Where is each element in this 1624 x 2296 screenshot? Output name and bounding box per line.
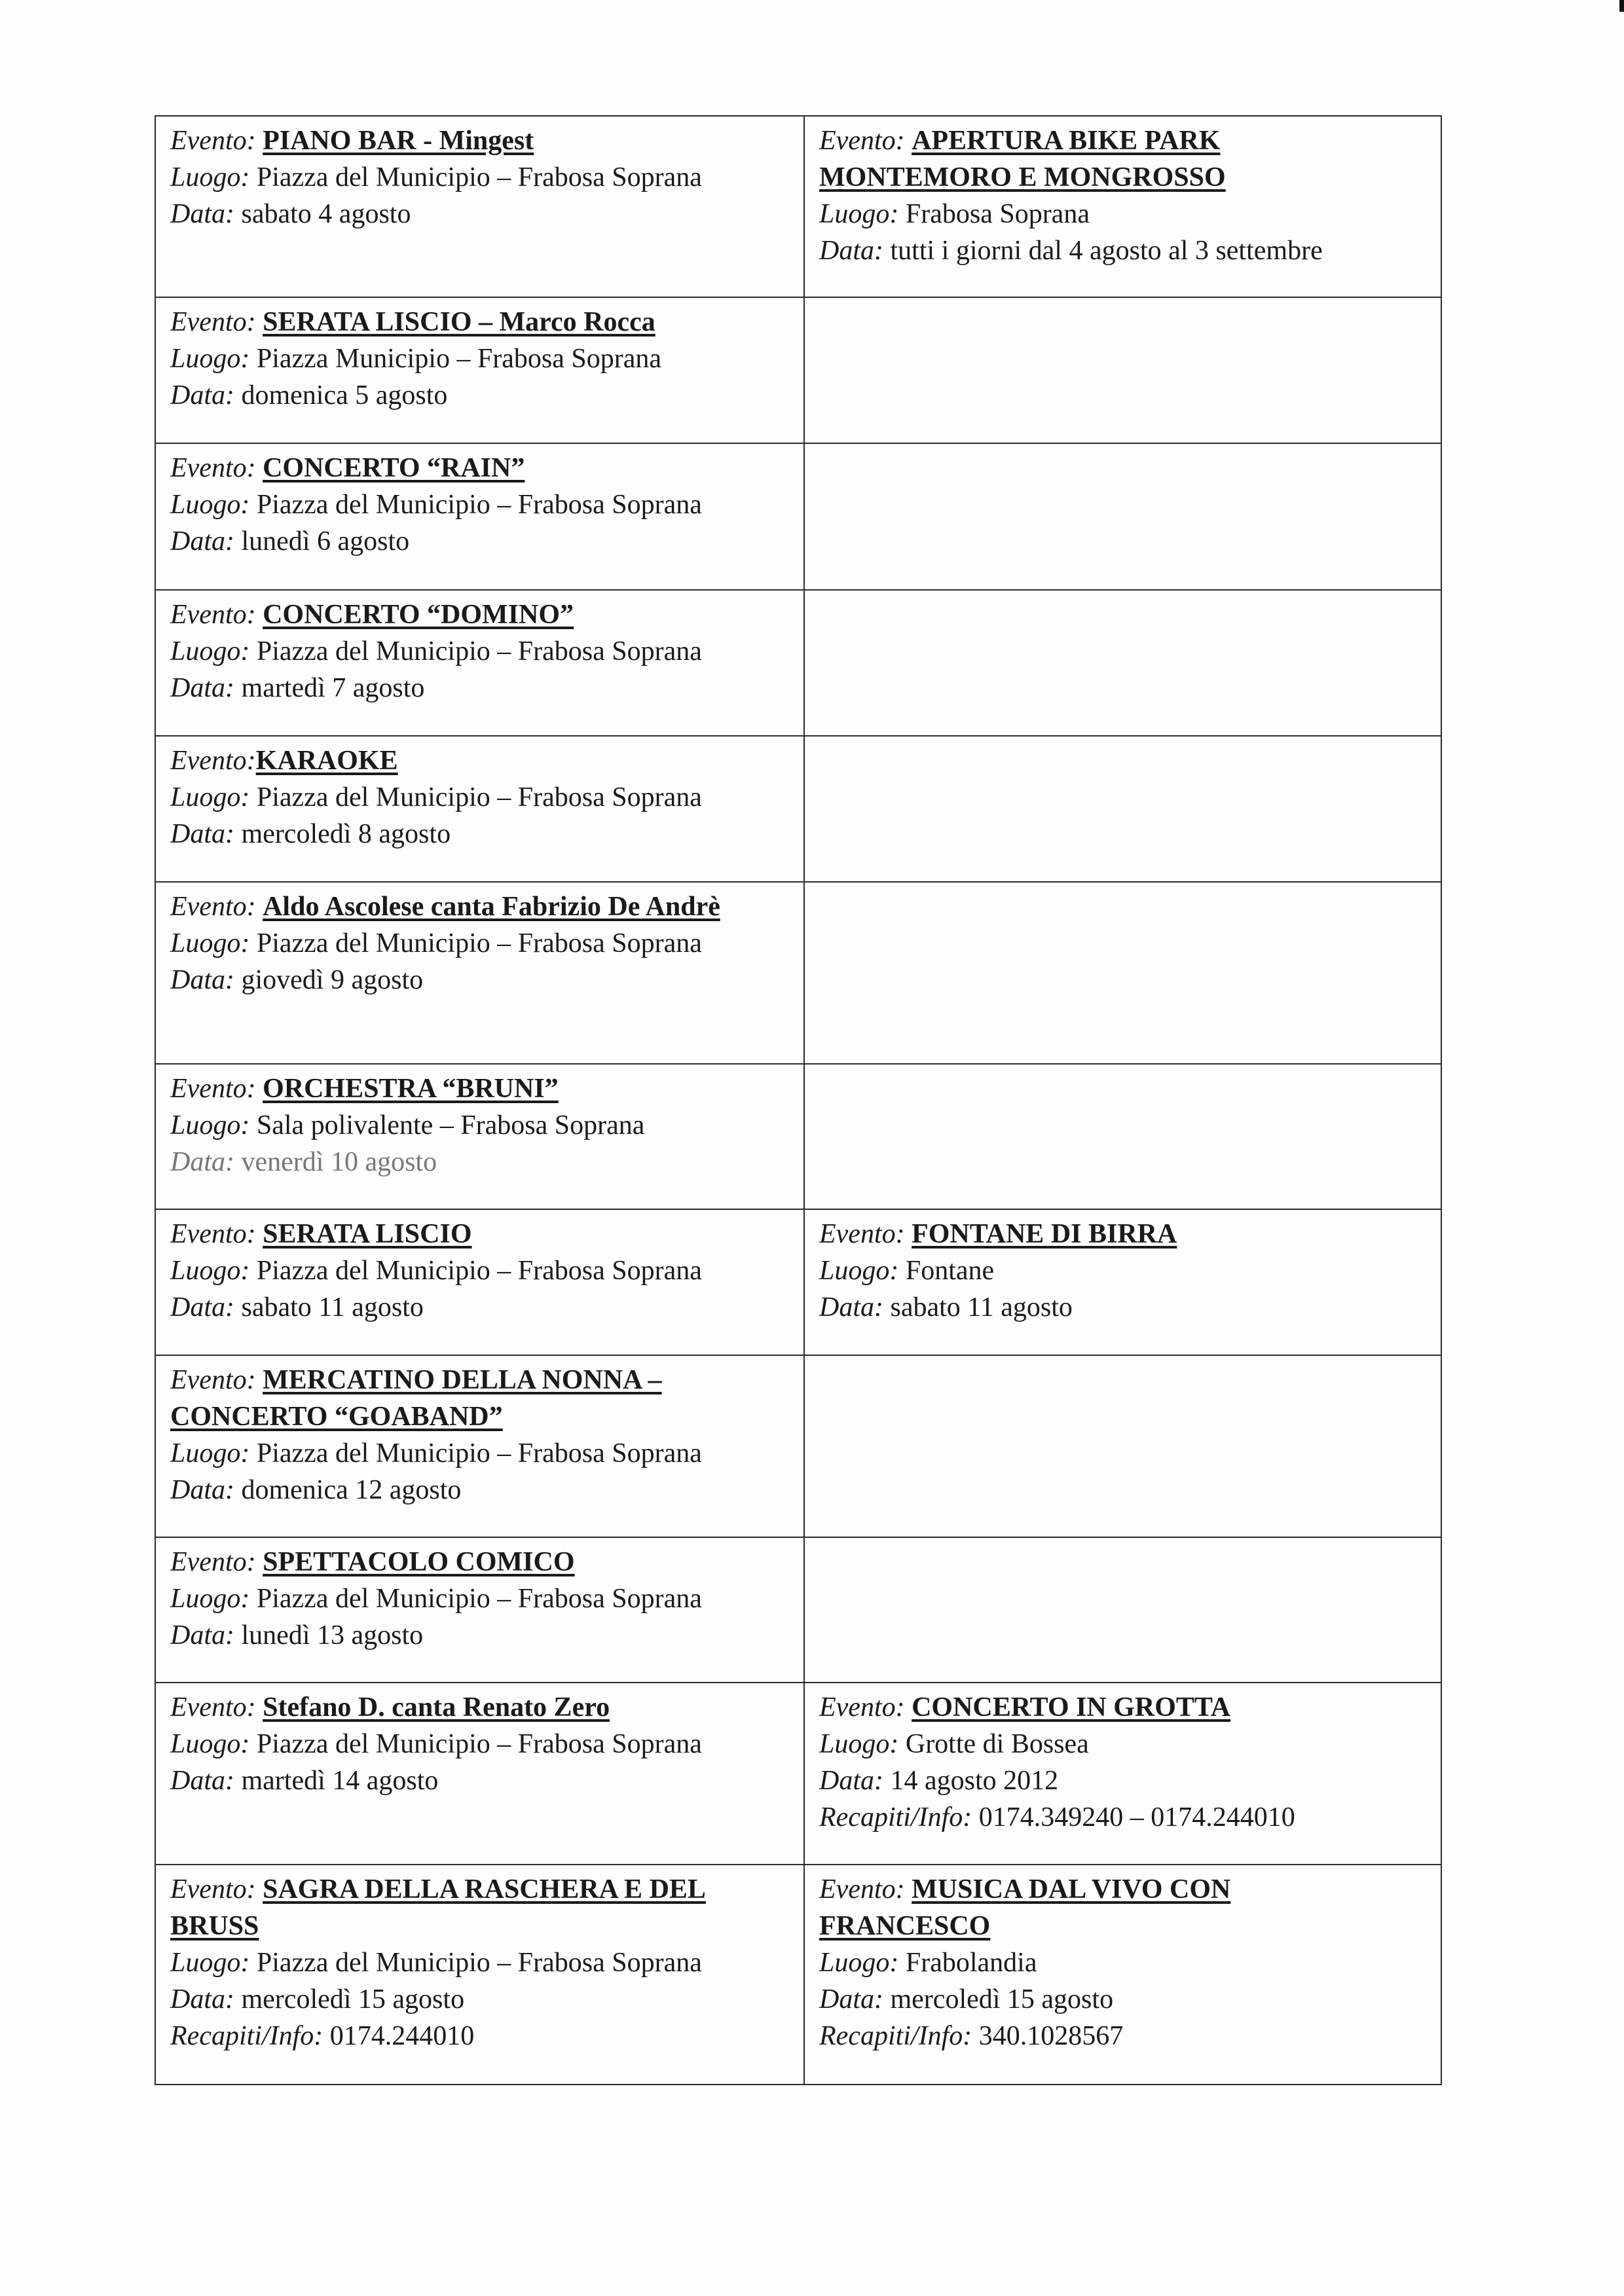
event-location: Frabolandia	[905, 1948, 1037, 1978]
event-date: venerdì 10 agosto	[241, 1147, 437, 1177]
empty-cell	[804, 736, 1441, 882]
data-label: Data:	[170, 526, 234, 556]
event-date: lunedì 13 agosto	[241, 1620, 424, 1650]
event-date: 14 agosto 2012	[890, 1766, 1059, 1796]
data-label: Data:	[170, 819, 234, 849]
evento-label: Evento:	[170, 307, 256, 337]
event-title: CONCERTO “DOMINO”	[263, 600, 574, 630]
event-cell	[155, 1209, 804, 1355]
event-cell	[804, 1865, 1441, 2085]
event-cell	[155, 590, 804, 736]
event-location: Frabosa Soprana	[905, 199, 1090, 229]
events-table	[155, 115, 1442, 2085]
event-cell	[155, 116, 804, 297]
empty-cell	[804, 590, 1441, 736]
event-title: SERATA LISCIO – Marco Rocca	[263, 307, 655, 337]
luogo-label: Luogo:	[170, 1256, 250, 1286]
event-date: martedì 14 agosto	[241, 1766, 439, 1796]
evento-label: Evento:	[170, 892, 256, 922]
evento-label: Evento:	[819, 1692, 905, 1722]
evento-label: Evento:	[170, 1874, 256, 1904]
event-title: SERATA LISCIO	[263, 1219, 472, 1249]
event-title: APERTURA BIKE PARK MONTEMORO E MONGROSSO	[819, 126, 1226, 192]
luogo-label: Luogo:	[819, 1948, 899, 1978]
event-date: sabato 4 agosto	[241, 199, 411, 229]
event-date: lunedì 6 agosto	[241, 526, 410, 556]
event-date: mercoledì 15 agosto	[241, 1984, 465, 2014]
event-title: FONTANE DI BIRRA	[912, 1219, 1177, 1249]
table-row	[155, 590, 1441, 736]
data-label: Data:	[170, 380, 234, 410]
table-row	[155, 1355, 1441, 1537]
table-row	[155, 1064, 1441, 1209]
event-cell	[804, 116, 1441, 297]
scan-edge-mark	[1619, 0, 1624, 12]
data-label: Data:	[170, 965, 234, 995]
event-location: Piazza del Municipio – Frabosa Soprana	[256, 1256, 702, 1286]
data-label: Data:	[170, 1147, 234, 1177]
event-location: Fontane	[905, 1256, 995, 1286]
luogo-label: Luogo:	[170, 344, 250, 374]
event-location: Piazza del Municipio – Frabosa Soprana	[256, 490, 702, 520]
event-location: Piazza del Municipio – Frabosa Soprana	[256, 1584, 702, 1614]
event-location: Sala polivalente – Frabosa Soprana	[256, 1110, 645, 1140]
event-date: sabato 11 agosto	[890, 1292, 1073, 1322]
luogo-label: Luogo:	[819, 199, 899, 229]
event-cell	[804, 1209, 1441, 1355]
evento-label: Evento:	[819, 1874, 905, 1904]
event-location: Piazza del Municipio – Frabosa Soprana	[256, 1438, 702, 1468]
evento-label: Evento:	[170, 1547, 256, 1577]
data-label: Data:	[170, 199, 234, 229]
data-label: Data:	[819, 1984, 883, 2014]
table-row	[155, 736, 1441, 882]
evento-label: Evento:	[170, 1219, 256, 1249]
data-label: Data:	[819, 236, 883, 266]
event-location: Grotte di Bossea	[905, 1729, 1089, 1759]
empty-cell	[804, 297, 1441, 443]
event-cell	[155, 443, 804, 590]
event-date: giovedì 9 agosto	[241, 965, 424, 995]
event-date: sabato 11 agosto	[241, 1292, 424, 1322]
data-label: Data:	[170, 1766, 234, 1796]
evento-label: Evento:	[170, 453, 256, 483]
event-title: PIANO BAR - Mingest	[263, 126, 534, 156]
event-title: MERCATINO DELLA NONNA – CONCERTO “GOABAND”	[170, 1365, 662, 1432]
data-label: Data:	[819, 1292, 883, 1322]
event-title: ORCHESTRA “BRUNI”	[263, 1074, 559, 1104]
empty-cell	[804, 882, 1441, 1064]
data-label: Data:	[170, 1475, 234, 1505]
event-location: Piazza del Municipio – Frabosa Soprana	[256, 1729, 702, 1759]
evento-label: Evento:	[819, 1219, 905, 1249]
event-cell	[155, 1064, 804, 1209]
event-date: tutti i giorni dal 4 agosto al 3 settembre	[890, 236, 1323, 266]
event-location: Piazza del Municipio – Frabosa Soprana	[256, 782, 702, 812]
event-date: mercoledì 15 agosto	[890, 1984, 1114, 2014]
event-cell	[155, 882, 804, 1064]
luogo-label: Luogo:	[170, 1948, 250, 1978]
evento-label: Evento:	[819, 126, 905, 156]
event-contact: 340.1028567	[978, 2021, 1124, 2051]
luogo-label: Luogo:	[170, 490, 250, 520]
table-row	[155, 882, 1441, 1064]
evento-label: Evento:	[170, 126, 256, 156]
table-row	[155, 297, 1441, 443]
luogo-label: Luogo:	[170, 928, 250, 958]
event-location: Piazza del Municipio – Frabosa Soprana	[256, 1948, 702, 1978]
event-date: martedì 7 agosto	[241, 673, 425, 703]
event-title: SPETTACOLO COMICO	[263, 1547, 575, 1577]
event-cell	[155, 736, 804, 882]
event-location: Piazza Municipio – Frabosa Soprana	[256, 344, 662, 374]
evento-label: Evento:	[170, 1365, 256, 1395]
table-row	[155, 116, 1441, 297]
table-row	[155, 443, 1441, 590]
event-title: CONCERTO “RAIN”	[263, 453, 525, 483]
luogo-label: Luogo:	[170, 162, 250, 192]
event-location: Piazza del Municipio – Frabosa Soprana	[256, 162, 702, 192]
luogo-label: Luogo:	[819, 1729, 899, 1759]
event-date: domenica 5 agosto	[241, 380, 448, 410]
table-row	[155, 1683, 1441, 1865]
empty-cell	[804, 1064, 1441, 1209]
event-location: Piazza del Municipio – Frabosa Soprana	[256, 636, 702, 666]
event-title: Stefano D. canta Renato Zero	[263, 1692, 610, 1722]
info-label: Recapiti/Info:	[819, 1802, 972, 1832]
empty-cell	[804, 443, 1441, 590]
luogo-label: Luogo:	[170, 1584, 250, 1614]
data-label: Data:	[819, 1766, 883, 1796]
event-title: MUSICA DAL VIVO CON FRANCESCO	[819, 1874, 1231, 1941]
evento-label: Evento:	[170, 1692, 256, 1722]
event-contact: 0174.349240 – 0174.244010	[978, 1802, 1295, 1832]
event-cell	[155, 1537, 804, 1683]
event-date: domenica 12 agosto	[241, 1475, 462, 1505]
data-label: Data:	[170, 1620, 234, 1650]
event-title: KARAOKE	[255, 746, 398, 776]
event-cell	[155, 1683, 804, 1865]
empty-cell	[804, 1355, 1441, 1537]
luogo-label: Luogo:	[170, 782, 250, 812]
luogo-label: Luogo:	[170, 636, 250, 666]
info-label: Recapiti/Info:	[170, 2021, 323, 2051]
data-label: Data:	[170, 1984, 234, 2014]
evento-label: Evento:	[170, 1074, 256, 1104]
event-cell	[155, 297, 804, 443]
event-title: Aldo Ascolese canta Fabrizio De Andrè	[263, 892, 720, 922]
event-cell	[804, 1683, 1441, 1865]
data-label: Data:	[170, 1292, 234, 1322]
table-row	[155, 1537, 1441, 1683]
event-title: CONCERTO IN GROTTA	[912, 1692, 1231, 1722]
event-cell	[155, 1355, 804, 1537]
table-row	[155, 1209, 1441, 1355]
luogo-label: Luogo:	[170, 1110, 250, 1140]
evento-label: Evento:	[170, 600, 256, 630]
event-title: SAGRA DELLA RASCHERA E DEL BRUSS	[170, 1874, 706, 1941]
luogo-label: Luogo:	[170, 1729, 250, 1759]
data-label: Data:	[170, 673, 234, 703]
event-date: mercoledì 8 agosto	[241, 819, 451, 849]
event-cell	[155, 1865, 804, 2085]
luogo-label: Luogo:	[170, 1438, 250, 1468]
evento-label: Evento:	[170, 746, 256, 776]
table-row	[155, 1865, 1441, 2085]
luogo-label: Luogo:	[819, 1256, 899, 1286]
event-contact: 0174.244010	[329, 2021, 475, 2051]
empty-cell	[804, 1537, 1441, 1683]
info-label: Recapiti/Info:	[819, 2021, 972, 2051]
event-location: Piazza del Municipio – Frabosa Soprana	[256, 928, 702, 958]
